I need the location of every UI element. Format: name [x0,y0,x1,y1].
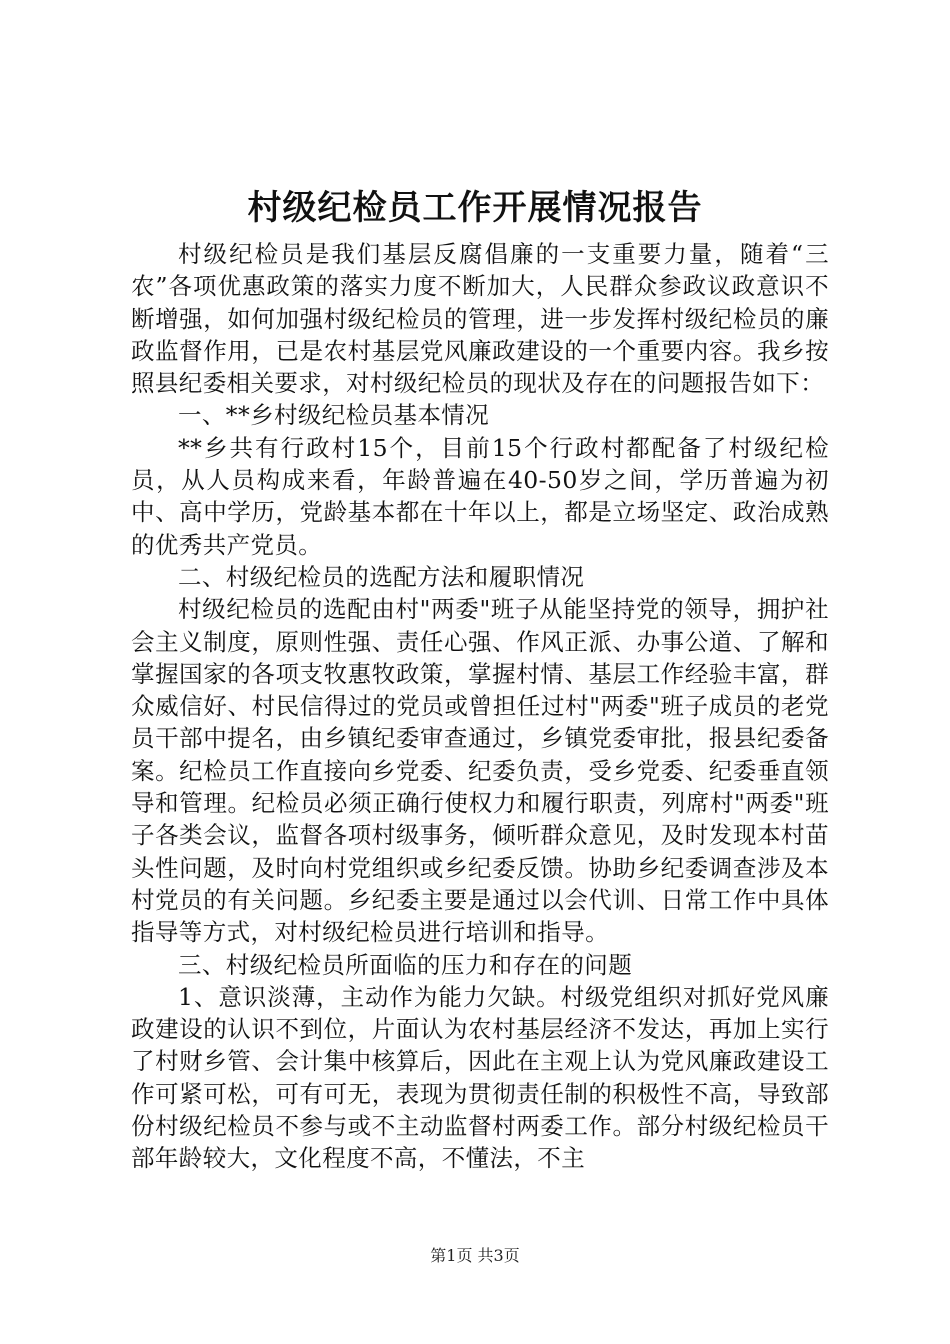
paragraph-basic-situation: **乡共有行政村15个，目前15个行政村都配备了村级纪检员，从人员构成来看，年龄普遍在40-50岁之间，学历普遍为初中、高中学历，党龄基本都在十年以上，都是立场坚定、政治成熟的优秀共产党员。 [131,433,829,559]
section-heading-2: 二、村级纪检员的选配方法和履职情况 [178,562,585,591]
paragraph-problems: 1、意识淡薄，主动作为能力欠缺。村级党组织对抓好党风廉政建设的认识不到位，片面认为农村基层经济不发达，再加上实行了村财乡管、会计集中核算后，因此在主观上认为党风廉政建设工作可紧可松，可有可无，表现为贯彻责任制的积极性不高，导致部份村级纪检员不参与或不主动监督村两委工作。部分村级纪检员干部年龄较大，文化程度不高，不懂法，不主 [131,982,829,1173]
paragraph-selection-duties: 村级纪检员的选配由村"两委"班子从能坚持党的领导，拥护社会主义制度，原则性强、责任心强、作风正派、办事公道、了解和掌握国家的各项支牧惠牧政策，掌握村情、基层工作经验丰富，群众威信好、村民信得过的党员或曾担任过村"两委"班子成员的老党员干部中提名，由乡镇纪委审查通过，乡镇党委审批，报县纪委备案。纪检员工作直接向乡党委、纪委负责，受乡党委、纪委垂直领导和管理。纪检员必须正确行使权力和履行职责，列席村"两委"班子各类会议，监督各项村级事务，倾听群众意见，及时发现本村苗头性问题，及时向村党组织或乡纪委反馈。协助乡纪委调查涉及本村党员的有关问题。乡纪委主要是通过以会代训、日常工作中具体指导等方式，对村级纪检员进行培训和指导。 [131,595,829,947]
section-heading-1: 一、**乡村级纪检员基本情况 [178,401,490,430]
document-body [131,238,829,1175]
paragraph-intro: 村级纪检员是我们基层反腐倡廉的一支重要力量，随着“三农”各项优惠政策的落实力度不断加大，人民群众参政议政意识不断增强，如何加强村级纪检员的管理，进一步发挥村级纪检员的廉政监督作用，已是农村基层党风廉政建设的一个重要内容。我乡按照县纪委相关要求，对村级纪检员的现状及存在的问题报告如下： [131,240,829,398]
page-footer: 第1页 共3页 [430,1246,520,1265]
document-title: 村级纪检员工作开展情况报告 [247,188,703,228]
section-heading-3: 三、村级纪检员所面临的压力和存在的问题 [178,950,633,979]
